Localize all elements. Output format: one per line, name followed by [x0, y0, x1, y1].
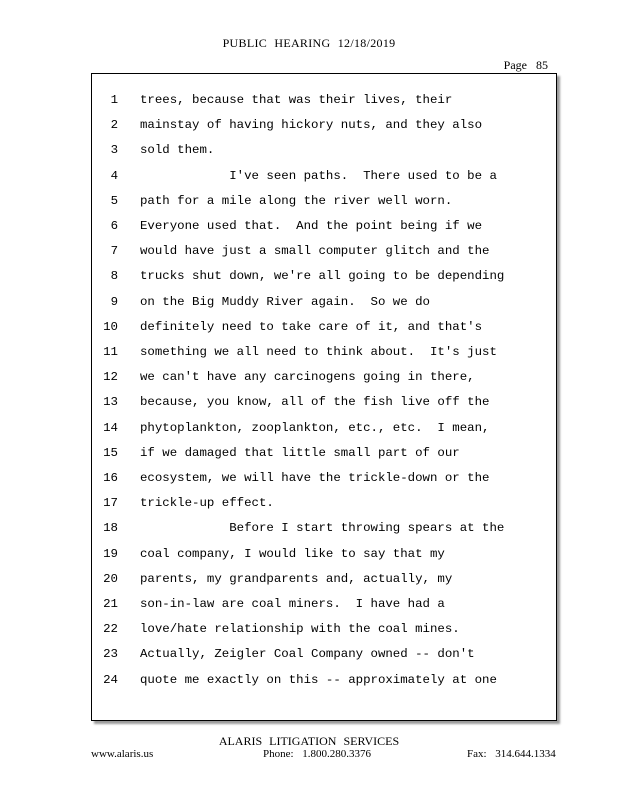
- line-text: coal company, I would like to say that my: [140, 546, 445, 561]
- transcript-line: [92, 244, 552, 264]
- footer-website: www.alaris.us: [91, 748, 154, 760]
- line-number: 13: [103, 395, 118, 410]
- line-text: trucks shut down, we're all going to be depending: [140, 269, 505, 284]
- line-number: 23: [103, 647, 118, 662]
- transcript-line: [92, 295, 552, 315]
- transcript-line: [92, 93, 552, 113]
- line-text: would have just a small computer glitch and the: [140, 244, 490, 259]
- transcript-line: [92, 169, 552, 189]
- line-text: we can't have any carcinogens going in there,: [140, 370, 475, 385]
- transcript-line: [92, 194, 552, 214]
- line-number: 14: [103, 420, 118, 435]
- line-number: 18: [103, 521, 118, 536]
- line-number: 16: [103, 471, 118, 485]
- transcript-line: [92, 370, 552, 390]
- transcript-line: [92, 572, 552, 592]
- line-text: something we all need to think about. It's just: [140, 345, 497, 359]
- line-text: path for a mile along the river well worn.: [140, 193, 453, 208]
- line-text: sold them.: [140, 143, 215, 158]
- line-text: ecosystem, we will have the trickle-down or the: [140, 471, 490, 485]
- footer-phone: Phone: 1.800.280.3376: [263, 748, 372, 760]
- transcript-frame: [91, 73, 557, 721]
- line-text: phytoplankton, zooplankton, etc., etc. I mean,: [140, 420, 490, 435]
- transcript-line: [92, 269, 552, 289]
- line-number: 7: [110, 244, 118, 259]
- line-text: trickle-up effect.: [140, 496, 274, 511]
- transcript-line: [92, 446, 552, 466]
- line-number: 2: [110, 118, 118, 133]
- transcript-line: [92, 496, 552, 516]
- transcript-line: [92, 597, 552, 617]
- line-number: 24: [103, 672, 118, 687]
- line-text: son-in-law are coal miners. I have had a: [140, 597, 445, 611]
- transcript-line: [92, 521, 552, 541]
- line-text: because, you know, all of the fish live off the: [140, 395, 490, 410]
- line-number: 8: [110, 269, 118, 284]
- line-number: 21: [103, 597, 118, 611]
- transcript-line: [92, 143, 552, 163]
- line-text: quote me exactly on this -- approximately at one: [140, 672, 497, 687]
- line-number: 11: [103, 345, 118, 359]
- line-number: 20: [103, 571, 118, 586]
- line-number: 17: [103, 496, 118, 511]
- line-text: Before I start throwing spears at the: [140, 521, 505, 536]
- line-number: 4: [110, 168, 118, 183]
- transcript-line: [92, 320, 552, 340]
- line-number: 9: [110, 294, 118, 309]
- line-text: definitely need to take care of it, and that's: [140, 319, 483, 334]
- transcript-line: [92, 647, 552, 667]
- page-header-title: PUBLIC HEARING 12/18/2019: [222, 36, 396, 50]
- line-text: Everyone used that. And the point being if we: [140, 219, 483, 233]
- line-number: 1: [110, 93, 118, 107]
- line-text: on the Big Muddy River again. So we do: [140, 294, 430, 309]
- line-text: parents, my grandparents and, actually, my: [140, 571, 453, 586]
- transcript-line: [92, 673, 552, 693]
- line-number: 19: [103, 546, 118, 561]
- line-number: 22: [103, 622, 118, 637]
- line-text: Actually, Zeigler Coal Company owned -- don't: [140, 647, 475, 662]
- line-number: 12: [103, 370, 118, 385]
- transcript-line: [92, 345, 552, 365]
- line-text: if we damaged that little small part of our: [140, 445, 460, 460]
- transcript-line: [92, 219, 552, 239]
- line-number: 15: [103, 445, 118, 460]
- line-number: 10: [103, 319, 118, 334]
- line-text: I've seen paths. There used to be a: [140, 168, 497, 183]
- transcript-line: [92, 395, 552, 415]
- footer-company: ALARIS LITIGATION SERVICES: [218, 734, 400, 748]
- transcript-line: [92, 421, 552, 441]
- page-number: Page 85: [503, 58, 548, 72]
- transcript-line: [92, 118, 552, 138]
- line-text: mainstay of having hickory nuts, and they also: [140, 118, 483, 133]
- transcript-line: [92, 471, 552, 491]
- line-number: 6: [110, 219, 118, 233]
- line-number: 3: [110, 143, 118, 158]
- line-text: love/hate relationship with the coal mines.: [140, 622, 460, 637]
- footer-fax: Fax: 314.644.1334: [467, 748, 556, 760]
- line-number: 5: [110, 193, 118, 208]
- line-text: trees, because that was their lives, their: [140, 93, 453, 107]
- transcript-line: [92, 547, 552, 567]
- transcript-line: [92, 622, 552, 642]
